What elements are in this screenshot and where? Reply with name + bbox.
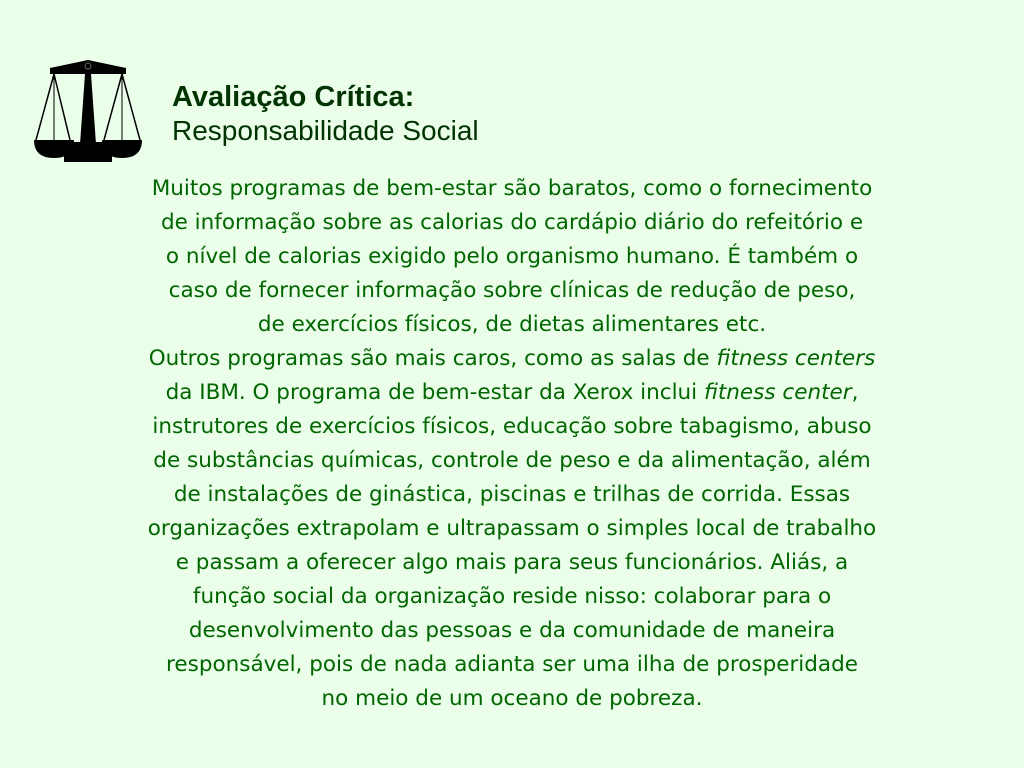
text-segment: de informação sobre as calorias do cardápio diário do refeitório e	[160, 210, 864, 235]
text-segment: e passam a oferecer algo mais para seus funcionários. Aliás, a	[175, 550, 849, 575]
slide-subtitle: Responsabilidade Social	[172, 115, 479, 146]
text-segment: função social da organização reside nisso: colaborar para o	[192, 584, 832, 609]
text-segment: de exercícios físicos, de dietas alimentares etc.	[257, 312, 767, 337]
text-line	[14, 172, 1010, 206]
paragraph-2	[14, 342, 1010, 716]
emphasized-text: fitness center	[703, 380, 852, 405]
text-line	[14, 410, 1010, 444]
text-segment: o nível de calorias exigido pelo organismo humano. É também o	[165, 244, 859, 269]
text-line	[14, 308, 1010, 342]
text-segment: Muitos programas de bem-estar são baratos, como o fornecimento	[151, 176, 873, 201]
text-line	[14, 206, 1010, 240]
text-segment: de instalações de ginástica, piscinas e trilhas de corrida. Essas	[173, 482, 851, 507]
body-text	[14, 172, 1010, 716]
scales-of-justice-icon	[30, 56, 146, 172]
text-line	[14, 478, 1010, 512]
text-line	[14, 614, 1010, 648]
text-segment: no meio de um oceano de pobreza.	[321, 686, 703, 711]
text-line	[14, 376, 1010, 410]
text-segment: de substâncias químicas, controle de peso e da alimentação, além	[153, 448, 871, 473]
text-segment: ,	[851, 380, 859, 405]
text-line	[14, 240, 1010, 274]
text-line	[14, 274, 1010, 308]
text-line	[14, 512, 1010, 546]
text-line	[14, 580, 1010, 614]
slide-title: Avaliação Crítica:	[172, 81, 415, 113]
title-block	[172, 80, 479, 148]
text-line	[14, 444, 1010, 478]
text-segment: organizações extrapolam e ultrapassam o simples local de trabalho	[147, 516, 877, 541]
text-line	[14, 648, 1010, 682]
text-segment: da IBM. O programa de bem-estar da Xerox inclui	[165, 380, 704, 405]
paragraph-1	[14, 172, 1010, 342]
text-line	[14, 342, 1010, 376]
emphasized-text: fitness centers	[716, 346, 876, 371]
text-line	[14, 546, 1010, 580]
text-segment: Outros programas são mais caros, como as salas de	[148, 346, 717, 371]
text-segment: desenvolvimento das pessoas e da comunidade de maneira	[188, 618, 836, 643]
text-line	[14, 682, 1010, 716]
text-segment: instrutores de exercícios físicos, educação sobre tabagismo, abuso	[152, 414, 872, 439]
text-segment: caso de fornecer informação sobre clínicas de redução de peso,	[168, 278, 856, 303]
text-segment: responsável, pois de nada adianta ser uma ilha de prosperidade	[166, 652, 858, 677]
